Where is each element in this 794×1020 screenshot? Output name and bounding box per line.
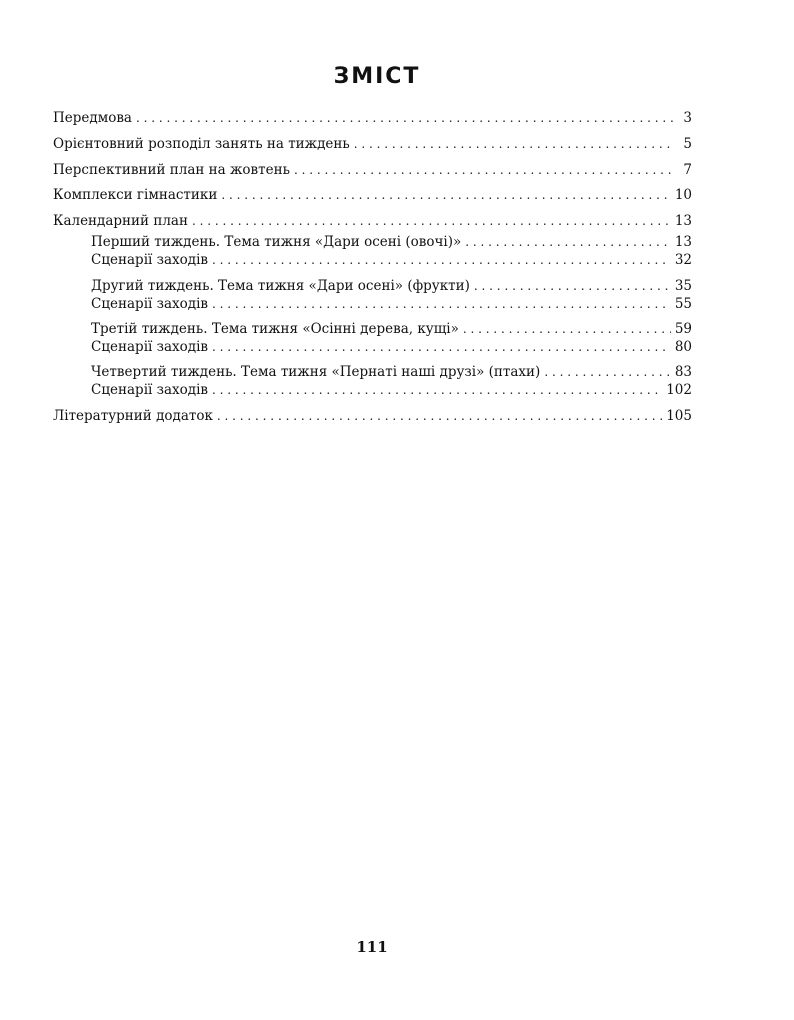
toc-entry-label: Календарний план [53,213,188,229]
dot-leader [212,251,671,269]
toc-entry-week-2[interactable] [91,277,692,295]
toc-entry-gymnastics[interactable] [53,186,692,204]
dot-leader [192,212,671,230]
dot-leader [212,338,671,356]
dot-leader [463,320,671,338]
toc-entry-week-3-scenarios[interactable] [91,338,692,356]
toc-entry-label: Четвертий тиждень. Тема тижня «Пернаті наші друзі» (птахи) [91,364,541,380]
toc-entry-week-4-scenarios[interactable] [91,381,692,399]
dot-leader [474,277,671,295]
toc-entry-label: Сценарії заходів [91,252,208,268]
toc-entry-page: 13 [674,213,692,229]
toc-entry-week-4[interactable] [91,363,692,381]
toc-entry-page: 59 [674,321,692,337]
toc-entry-page: 5 [683,136,692,152]
dot-leader [294,161,674,179]
toc-entry-page: 105 [666,408,692,424]
toc-entry-label: Другий тиждень. Тема тижня «Дари осені» (фрукти) [91,278,470,294]
toc-entry-page: 7 [683,162,692,178]
toc-entry-label: Перспективний план на жовтень [53,162,290,178]
toc-entry-page: 35 [674,278,692,294]
toc-entry-page: 3 [683,110,692,126]
table-of-contents [53,0,692,1020]
dot-leader [136,109,674,127]
toc-entry-label: Передмова [53,110,132,126]
dot-leader [354,135,674,153]
page-number: 111 [356,938,388,956]
toc-entry-literary-appendix[interactable] [53,407,692,425]
toc-entry-label: Літературний додаток [53,408,213,424]
page-title: ЗМІСТ [333,64,421,89]
toc-entry-label: Орієнтовний розподіл занять на тиждень [53,136,350,152]
dot-leader [221,186,670,204]
dot-leader [465,233,671,251]
dot-leader [212,295,671,313]
toc-entry-foreword[interactable] [53,109,692,127]
toc-entry-page: 80 [674,339,692,355]
toc-entry-week-1[interactable] [91,233,692,251]
toc-entry-weekly-schedule[interactable] [53,135,692,153]
toc-entry-perspective-plan[interactable] [53,161,692,179]
toc-entry-week-1-scenarios[interactable] [91,251,692,269]
toc-entry-page: 55 [674,296,692,312]
toc-entry-label: Перший тиждень. Тема тижня «Дари осені (овочі)» [91,234,462,250]
toc-entry-label: Комплекси гімнастики [53,187,218,203]
toc-entry-calendar-plan[interactable] [53,212,692,230]
toc-entry-label: Сценарії заходів [91,296,208,312]
toc-entry-page: 102 [666,382,692,398]
toc-entry-page: 10 [674,187,692,203]
dot-leader [212,381,662,399]
toc-entry-label: Сценарії заходів [91,382,208,398]
toc-entry-page: 13 [674,234,692,250]
toc-entry-week-3[interactable] [91,320,692,338]
toc-entry-label: Сценарії заходів [91,339,208,355]
toc-entry-label: Третій тиждень. Тема тижня «Осінні дерева, кущі» [91,321,459,337]
dot-leader [217,407,662,425]
toc-entry-page: 32 [674,252,692,268]
toc-entry-page: 83 [674,364,692,380]
dot-leader [544,363,671,381]
toc-entry-week-2-scenarios[interactable] [91,295,692,313]
